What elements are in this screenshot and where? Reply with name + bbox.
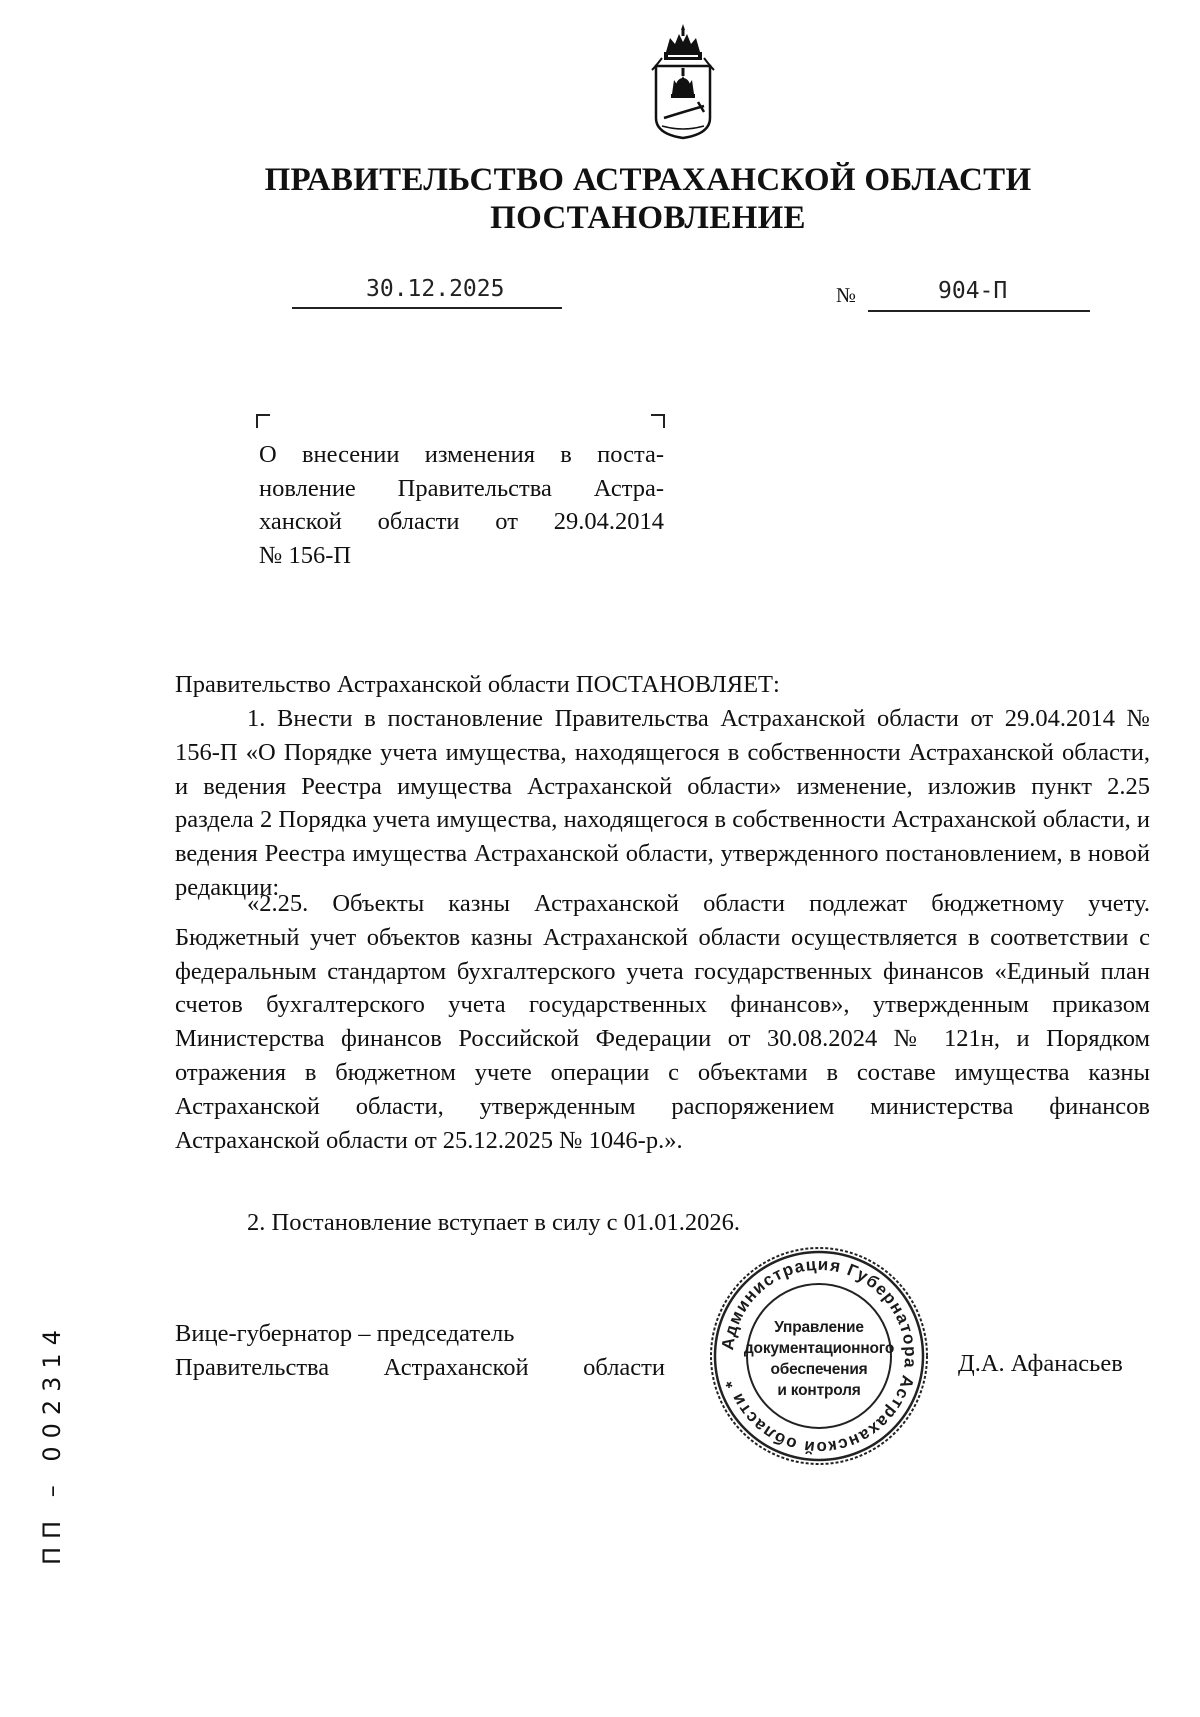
document-number: 904-П <box>938 278 1008 304</box>
signer-title-line: Вице-губернатор – председатель <box>175 1320 515 1347</box>
subject-line: ханской области от 29.04.2014 <box>259 508 664 535</box>
stamp-center-line: обеспечения <box>770 1361 868 1378</box>
signer-title-line: Правительства Астраханской области <box>175 1354 665 1381</box>
date-underline <box>292 307 562 309</box>
coat-of-arms-icon <box>648 22 718 140</box>
subject-line: новление Правительства Астра- <box>259 474 664 502</box>
number-sign: № <box>836 283 857 307</box>
preamble: Правительство Астраханской области ПОСТАНОВЛЯЕТ: <box>175 671 780 698</box>
stamp-center-text <box>738 1317 900 1401</box>
stamp-center-line: документационного <box>743 1340 895 1357</box>
document-subject <box>259 438 664 572</box>
stamp-center-line: Управление <box>774 1319 864 1336</box>
document-type-heading: ПОСТАНОВЛЕНИЕ <box>490 200 806 236</box>
subject-corner-left <box>256 414 270 428</box>
paragraph-2: «2.25. Объекты казны Астраханской области подлежат бюджетному учету. Бюджетный учет объектов казны Астраханской области осуществляется в соответствии с федеральным стандартом бухгалтерского учета государственных финансов «Единый план счетов бухгалтерского учета государственных финансов», утвержденным приказом Министерства финансов Российской Федерации от 30.08.2024 № 121н, и Порядком отражения в бюджетном учете операции с объектами в составе имущества казны Астраханской области, утвержденным распоряжением министерства финансов Астраханской области от 25.12.2025 № 1046-р.». <box>175 890 1150 1154</box>
stamp-ring-text: Администрация Губернатора Астраханской области * <box>718 1254 921 1458</box>
subject-line: О внесении изменения в поста- <box>259 441 664 468</box>
subject-line: № 156-П <box>259 541 352 569</box>
signer-name: Д.А. Афанасьев <box>958 1350 1123 1377</box>
subject-corner-right <box>651 414 665 428</box>
signer-title <box>175 1317 665 1385</box>
document-date: 30.12.2025 <box>366 276 505 302</box>
stamp-center-line: и контроля <box>777 1382 861 1399</box>
number-underline <box>868 310 1090 312</box>
paragraph-3: 2. Постановление вступает в силу с 01.01.2026. <box>247 1209 741 1236</box>
paragraph-1: 1. Внести в постановление Правительства Астраханской области от 29.04.2014 № 156-П «О Порядке учета имущества, находящегося в собственности Астраханской области, и ведения Реестра имущества Астраханской области» изменение, изложив пункт 2.25 раздела 2 Порядка учета имущества, находящегося в собственности Астраханской области, и ведения Реестра имущества Астраханской области, утвержденного постановлением, в новой редакции: <box>175 705 1150 901</box>
margin-serial-number: ПП – 002314 <box>38 1322 66 1565</box>
organization-heading: ПРАВИТЕЛЬСТВО АСТРАХАНСКОЙ ОБЛАСТИ <box>264 162 1032 198</box>
